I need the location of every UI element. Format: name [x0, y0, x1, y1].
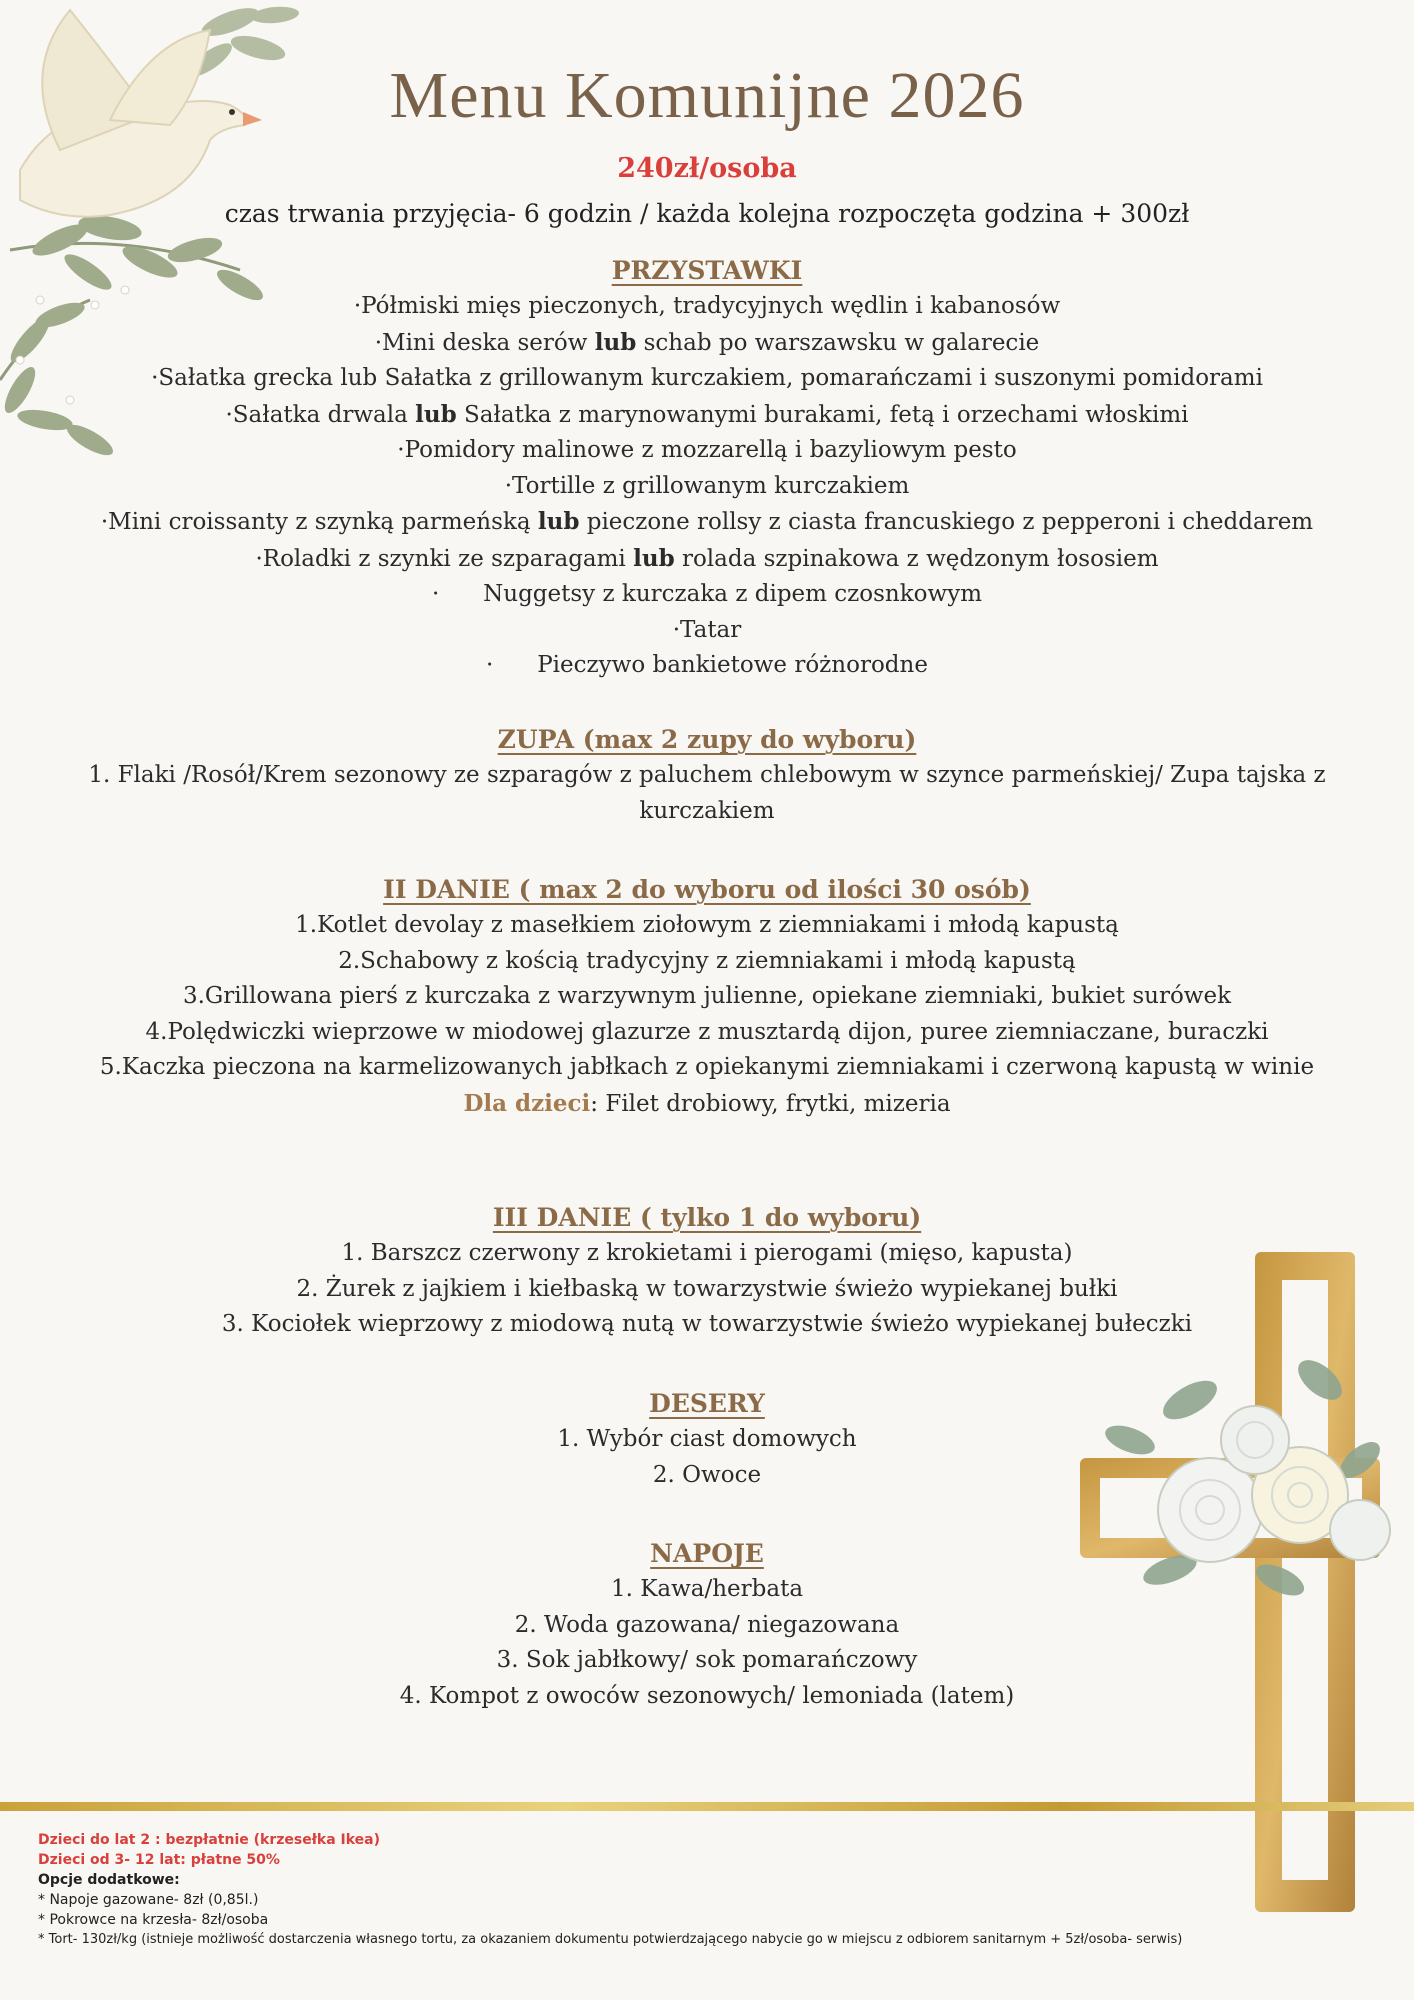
menu-item: ·Tatar — [672, 616, 742, 643]
menu-item: ·Roladki z szynki ze szparagami lub rolada szpinakowa z wędzonym łososiem — [255, 544, 1159, 572]
section-przystawki — [0, 253, 1414, 684]
menu-item: 1. Flaki /Rosół/Krem sezonowy ze szparagów z paluchem chlebowym w szynce parmeńskiej/ Zupa tajska z — [88, 762, 1326, 788]
menu-item: 1. Barszcz czerwony z krokietami i pierogami (mięso, kapusta) — [341, 1240, 1073, 1266]
menu-item: 5.Kaczka pieczona na karmelizowanych jabłkach z opiekanymi ziemniakami i czerwoną kapustą w winie — [99, 1054, 1315, 1080]
menu-item: ·Półmiski mięs pieczonych, tradycyjnych wędlin i kabanosów — [353, 293, 1061, 319]
menu-item: ·Mini croissanty z szynką parmeńską lub pieczone rollsy z ciasta francuskiego z pepperoni i cheddarem — [100, 508, 1314, 535]
kids-label: Dla dzieci — [463, 1089, 591, 1117]
price-per-person: 240zł/osoba — [617, 153, 797, 184]
section-heading: NAPOJE — [650, 1539, 764, 1568]
section-drugie-danie — [0, 872, 1414, 1122]
menu-item: 2.Schabowy z kością tradycyjny z ziemniakami i młodą kapustą — [338, 947, 1076, 974]
menu-item: 2. Żurek z jajkiem i kiełbaską w towarzystwie świeżo wypiekanej bułki — [296, 1275, 1118, 1302]
kids-menu-item: Dla dzieci: Filet drobiowy, frytki, mizeria — [463, 1089, 951, 1117]
gold-divider — [0, 1802, 1414, 1811]
menu-item: 4. Kompot z owoców sezonowych/ lemoniada (latem) — [399, 1682, 1015, 1709]
menu-item: 3. Sok jabłkowy/ sok pomarańczowy — [496, 1647, 918, 1673]
section-napoje — [0, 1536, 1414, 1714]
menu-item: ·Sałatka drwala lub Sałatka z marynowanymi burakami, fetą i orzechami włoskimi — [225, 400, 1189, 428]
section-trzecie-danie — [0, 1200, 1414, 1343]
menu-item: 3. Kociołek wieprzowy z miodową nutą w towarzystwie świeżo wypiekanej bułeczki — [221, 1311, 1193, 1337]
menu-item: kurczakiem — [639, 797, 775, 824]
menu-item: ·Tortille z grillowanym kurczakiem — [504, 472, 910, 499]
section-heading: III DANIE ( tylko 1 do wyboru) — [492, 1203, 922, 1232]
section-zupa — [0, 722, 1414, 829]
menu-item: 4.Polędwiczki wieprzowe w miodowej glazurze z musztardą dijon, puree ziemniaczane, buraczki — [145, 1018, 1269, 1045]
option-item: * Pokrowce na krzesła- 8zł/osoba — [38, 1912, 269, 1928]
menu-item: ·Pomidory malinowe z mozzarellą i bazyliowym pesto — [397, 437, 1017, 463]
menu-item: ·Mini deska serów lub schab po warszawsku w galarecie — [374, 328, 1040, 356]
options-heading: Opcje dodatkowe: — [38, 1872, 180, 1888]
menu-item: 3.Grillowana pierś z kurczaka z warzywnym julienne, opiekane ziemniaki, bukiet surówek — [182, 983, 1232, 1009]
menu-item: 2. Owoce — [652, 1461, 762, 1488]
section-heading: PRZYSTAWKI — [611, 256, 803, 285]
section-heading: ZUPA (max 2 zupy do wyboru) — [497, 725, 917, 754]
kids-3-12-note: Dzieci od 3- 12 lat: płatne 50% — [38, 1852, 280, 1868]
section-heading: DESERY — [649, 1389, 765, 1418]
menu-item: · Pieczywo bankietowe różnorodne — [486, 652, 928, 678]
menu-item: ·Sałatka grecka lub Sałatka z grillowanym kurczakiem, pomarańczami i suszonymi pomidorami — [151, 365, 1263, 391]
menu-item: 1. Kawa/herbata — [610, 1576, 804, 1602]
reception-duration: czas trwania przyjęcia- 6 godzin / każda kolejna rozpoczęta godzina + 300zł — [224, 199, 1190, 228]
option-item: * Tort- 130zł/kg (istnieje możliwość dostarczenia własnego tortu, za okazaniem dokumentu potwierdzającego nabycie go w miejscu z odbiorem sanitarnym + 5zł/osoba- serwis) — [38, 1932, 1183, 1947]
menu-item: 1.Kotlet devolay z masełkiem ziołowym z ziemniakami i młodą kapustą — [295, 912, 1119, 938]
kids-under-2-note: Dzieci do lat 2 : bezpłatnie (krzesełka Ikea) — [38, 1832, 381, 1848]
section-desery — [0, 1386, 1414, 1493]
menu-item: 1. Wybór ciast domowych — [557, 1426, 857, 1452]
page-title: Menu Komunijne 2026 — [389, 59, 1025, 132]
option-item: * Napoje gazowane- 8zł (0,85l.) — [38, 1892, 259, 1908]
menu-item: · Nuggetsy z kurczaka z dipem czosnkowym — [431, 581, 983, 607]
menu-item: 2. Woda gazowana/ niegazowana — [514, 1611, 900, 1638]
section-heading: II DANIE ( max 2 do wyboru od ilości 30 osób) — [383, 875, 1031, 904]
footer-notes — [38, 1830, 1398, 1950]
